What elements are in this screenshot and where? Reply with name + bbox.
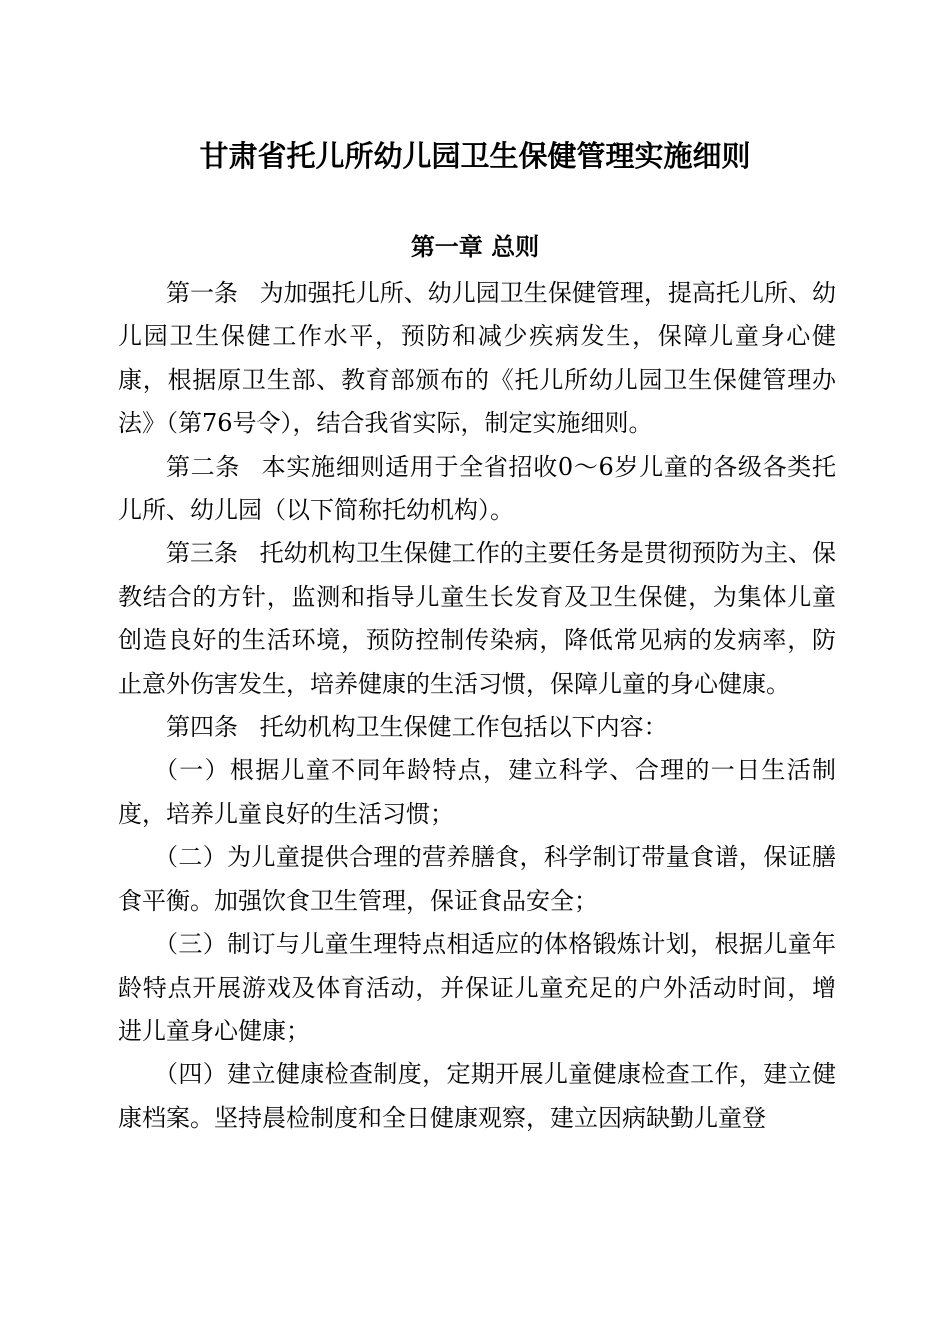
list-item: （一）根据儿童不同年龄特点，建立科学、合理的一日生活制度，培养儿童良好的生活习惯； (118, 756, 836, 828)
article-label: 第二条 (166, 452, 241, 481)
article-label: 第一条 (166, 279, 239, 307)
list-item: （三）制订与儿童生理特点相适应的体格锻炼计划，根据儿童年龄特点开展游戏及体育活动，并保证儿童充足的户外活动时间，增进儿童身心健康； (118, 930, 836, 1045)
article-3 (118, 532, 836, 706)
article-label: 第四条 (166, 713, 238, 742)
document-body (118, 272, 836, 1140)
article-label: 第三条 (166, 539, 239, 568)
article-4 (118, 706, 836, 749)
article-text: 为加强托儿所、幼儿园卫生保健管理，提高托儿所、幼儿园卫生保健工作水平，预防和减少疾病发生，保障儿童身心健康，根据原卫生部、教育部颁布的《托儿所幼儿园卫生保健管理办法》（第76号令），结合我省实际，制定实施细则。 (118, 279, 836, 438)
chapter-heading: 第一章 总则 (410, 232, 540, 261)
document-title: 甘肃省托儿所幼儿园卫生保健管理实施细则 (199, 139, 751, 173)
article-2 (118, 446, 836, 533)
article-text: 本实施细则适用于全省招收0～6岁儿童的各级各类托儿所、幼儿园（以下简称托幼机构）。 (118, 452, 836, 525)
list-item: （四）建立健康检查制度，定期开展儿童健康检查工作，建立健康档案。坚持晨检制度和全日健康观察，建立因病缺勤儿童登 (118, 1060, 836, 1132)
list-item: （二）为儿童提供合理的营养膳食，科学制订带量食谱，保证膳食平衡。加强饮食卫生管理，保证食品安全； (118, 843, 836, 915)
article-text: 托幼机构卫生保健工作的主要任务是贯彻预防为主、保教结合的方针，监测和指导儿童生长发育及卫生保健，为集体儿童创造良好的生活环境，预防控制传染病，降低常见病的发病率，防止意外伤害发生，培养健康的生活习惯，保障儿童的身心健康。 (118, 539, 836, 698)
article-1 (118, 272, 836, 446)
article-text: 托幼机构卫生保健工作包括以下内容： (259, 713, 668, 742)
